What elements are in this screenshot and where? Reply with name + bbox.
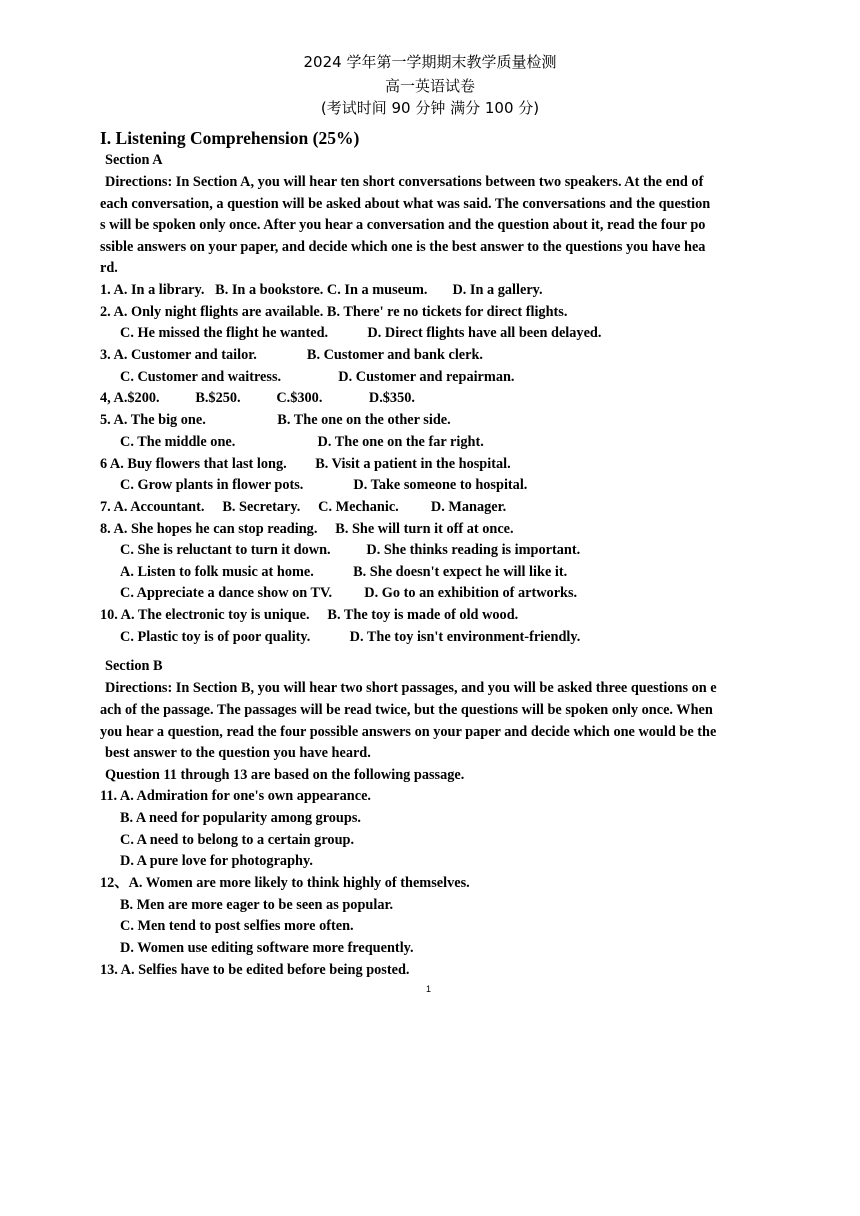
question-line: 1. A. In a library. B. In a bookstore. C. In a museum. D. In a gallery.	[100, 282, 543, 298]
question-line: 12、A. Women are more likely to think highly of themselves.	[100, 875, 470, 891]
section-a-directions-line: Directions: In Section A, you will hear ten short conversations between two speakers. At the end of	[105, 174, 704, 190]
question-line: A. Listen to folk music at home. B. She doesn't expect he will like it.	[120, 564, 568, 580]
question-line: 13. A. Selfies have to be edited before being posted.	[100, 962, 410, 978]
question-line: B. Men are more eager to be seen as popular.	[120, 897, 394, 913]
question-line: 8. A. She hopes he can stop reading. B. She will turn it off at once.	[100, 521, 514, 537]
question-line: 10. A. The electronic toy is unique. B. The toy is made of old wood.	[100, 607, 519, 623]
question-line: D. A pure love for photography.	[120, 853, 313, 869]
question-line: 3. A. Customer and tailor. B. Customer and bank clerk.	[100, 347, 484, 363]
question-line: C. Men tend to post selfies more often.	[120, 918, 354, 934]
section-b-directions-line: you hear a question, read the four possible answers on your paper and decide which one would be the	[100, 724, 717, 740]
part-title: I. Listening Comprehension (25%)	[100, 128, 360, 148]
question-line: 11. A. Admiration for one's own appearance.	[100, 788, 371, 804]
exam-time-score: (考试时间 90 分钟 满分 100 分)	[320, 99, 540, 117]
question-line: D. Women use editing software more frequently.	[120, 940, 414, 956]
exam-subject: 高一英语试卷	[384, 77, 475, 95]
question-line: B. A need for popularity among groups.	[120, 810, 361, 826]
section-a-directions-line: each conversation, a question will be asked about what was said. The conversations and the question	[100, 196, 711, 212]
question-line: 2. A. Only night flights are available. B. There' re no tickets for direct flights.	[100, 304, 568, 320]
exam-title: 2024 学年第一学期期末教学质量检测	[303, 53, 557, 71]
section-a-directions-line: rd.	[100, 260, 118, 276]
section-a-directions-line: s will be spoken only once. After you hear a conversation and the question about it, read the four po	[100, 217, 706, 233]
question-line: 7. A. Accountant. B. Secretary. C. Mechanic. D. Manager.	[100, 499, 507, 515]
question-line: C. Plastic toy is of poor quality. D. The toy isn't environment-friendly.	[120, 629, 581, 645]
section-b-title: Section B	[105, 658, 163, 674]
page-number: 1	[426, 984, 432, 994]
section-a-directions-line: ssible answers on your paper, and decide which one is the best answer to the questions you have hea	[100, 239, 706, 255]
question-line: C. The middle one. D. The one on the far right.	[120, 434, 484, 450]
question-line: C. Appreciate a dance show on TV. D. Go to an exhibition of artworks.	[120, 585, 578, 601]
question-line: C. He missed the flight he wanted. D. Direct flights have all been delayed.	[120, 325, 602, 341]
section-b-directions-line: best answer to the question you have heard.	[105, 745, 371, 761]
question-line: 4, A.$200. B.$250. C.$300. D.$350.	[100, 390, 415, 406]
question-line: C. Customer and waitress. D. Customer and repairman.	[120, 369, 515, 385]
question-line: 5. A. The big one. B. The one on the other side.	[100, 412, 451, 428]
section-b-directions-line: Directions: In Section B, you will hear two short passages, and you will be asked three questions on e	[105, 680, 717, 696]
question-line: C. She is reluctant to turn it down. D. She thinks reading is important.	[120, 542, 581, 558]
passage-note: Question 11 through 13 are based on the following passage.	[105, 767, 465, 783]
question-line: C. A need to belong to a certain group.	[120, 832, 355, 848]
section-b-directions-line: ach of the passage. The passages will be read twice, but the questions will be spoken only once. When	[100, 702, 713, 718]
section-a-title: Section A	[105, 152, 163, 168]
question-line: 6 A. Buy flowers that last long. B. Visit a patient in the hospital.	[100, 456, 511, 472]
question-line: C. Grow plants in flower pots. D. Take someone to hospital.	[120, 477, 528, 493]
